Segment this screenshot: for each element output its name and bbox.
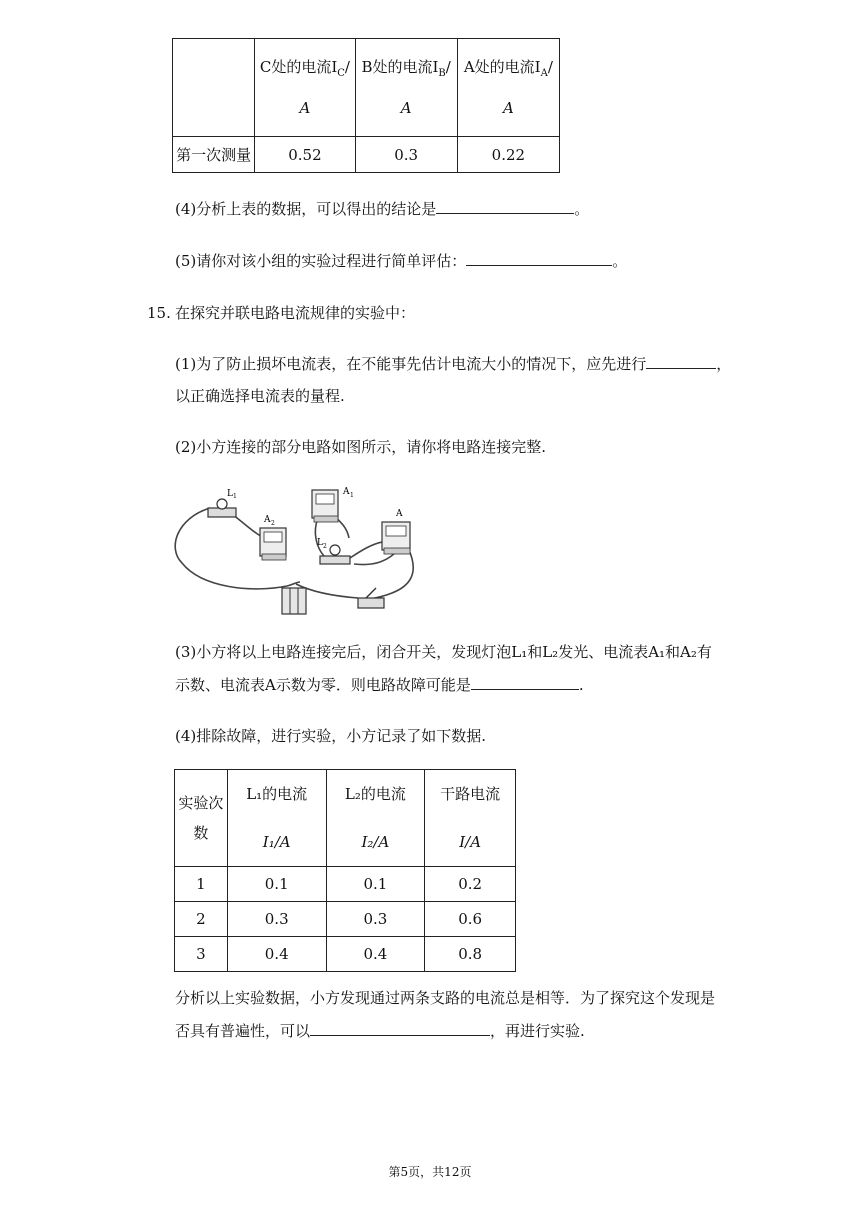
header-l1-bottom: I₁/A bbox=[262, 833, 291, 851]
q15-closing-line1: 分析以上实验数据，小方发现通过两条支路的电流总是相等．为了探究这个发现是 bbox=[175, 989, 716, 1007]
svg-text:2: 2 bbox=[323, 543, 327, 550]
circuit-diagram bbox=[172, 478, 440, 618]
table-header-cell bbox=[326, 770, 425, 867]
table-cell: 0.3 bbox=[227, 902, 326, 937]
table-cell: 0.4 bbox=[326, 937, 425, 972]
q15-title: 在探究并联电路电流规律的实验中： bbox=[175, 304, 416, 322]
table-cell: 1 bbox=[175, 867, 228, 902]
q15-part3-line1: (3)小方将以上电路连接完后，闭合开关，发现灯泡L₁和L₂发光、电流表A₁和A₂有 bbox=[175, 643, 712, 661]
q15-part3-line2 bbox=[175, 675, 584, 695]
header-l1-top: L₁的电流 bbox=[246, 785, 308, 803]
header-trial-line1: 实验次 bbox=[178, 794, 224, 812]
q14-part5 bbox=[175, 251, 627, 271]
q15-part2: (2)小方连接的部分电路如图所示，请你将电路连接完整. bbox=[175, 438, 547, 456]
q15-part1-text: (1)为了防止损坏电流表，在不能事先估计电流大小的情况下，应先进行 bbox=[175, 355, 647, 373]
header-c-unit: A bbox=[299, 99, 311, 117]
svg-text:1: 1 bbox=[233, 493, 237, 500]
header-b-text: B处的电流$I_B/$ bbox=[361, 58, 451, 79]
table-experiment-data bbox=[174, 769, 516, 972]
svg-text:A: A bbox=[343, 487, 350, 497]
q15-closing-text: 否具有普遍性，可以 bbox=[175, 1022, 311, 1040]
table-cell: 0.8 bbox=[425, 937, 516, 972]
q15-part3-end: . bbox=[578, 676, 584, 694]
table-cell: 0.6 bbox=[425, 902, 516, 937]
answer-blank[interactable] bbox=[466, 251, 612, 266]
svg-text:1: 1 bbox=[350, 492, 354, 499]
q14-part4 bbox=[175, 199, 589, 219]
answer-blank[interactable] bbox=[646, 354, 716, 369]
header-l2-bottom: I₂/A bbox=[361, 833, 390, 851]
svg-text:A: A bbox=[396, 509, 403, 519]
table-cell: 0.1 bbox=[326, 867, 425, 902]
answer-blank[interactable] bbox=[471, 675, 579, 690]
header-main-bottom: I/A bbox=[459, 833, 482, 851]
svg-text:L: L bbox=[317, 538, 323, 548]
header-l2-top: L₂的电流 bbox=[344, 785, 406, 803]
subscript: A bbox=[540, 68, 548, 79]
svg-text:A: A bbox=[264, 515, 271, 525]
header-b-unit: A bbox=[400, 99, 412, 117]
q14-part5-end: 。 bbox=[612, 252, 628, 270]
header-trial-line2: 数 bbox=[193, 824, 209, 842]
lamp-l1 bbox=[208, 489, 237, 517]
table-cell: 3 bbox=[175, 937, 228, 972]
table-cell: 0.2 bbox=[425, 867, 516, 902]
q14-part4-end: 。 bbox=[574, 200, 590, 218]
svg-text:2: 2 bbox=[271, 520, 275, 527]
subscript: B bbox=[438, 68, 446, 79]
table-cell: 2 bbox=[175, 902, 228, 937]
header-a-unit: A bbox=[502, 99, 514, 117]
table-cell: 0.3 bbox=[355, 137, 457, 173]
q15-number: 15. bbox=[147, 304, 171, 322]
answer-blank[interactable] bbox=[436, 199, 574, 214]
table-header-cell bbox=[175, 770, 228, 867]
table-row bbox=[175, 867, 516, 902]
table-row bbox=[175, 902, 516, 937]
q15-part1 bbox=[175, 354, 731, 374]
table-corner-cell bbox=[173, 39, 255, 137]
table-header-cell bbox=[457, 39, 559, 137]
table-cell: 0.3 bbox=[326, 902, 425, 937]
q15-part1-line2: 以正确选择电流表的量程. bbox=[175, 387, 345, 405]
svg-text:L: L bbox=[227, 489, 233, 499]
table-cell: 0.52 bbox=[255, 137, 355, 173]
table-row bbox=[175, 937, 516, 972]
q15-part1-end: ， bbox=[716, 355, 732, 373]
table-cell: 0.22 bbox=[457, 137, 559, 173]
table-current-measurement bbox=[172, 38, 560, 173]
q15-closing-line2 bbox=[175, 1021, 585, 1041]
header-main-top: 干路电流 bbox=[440, 785, 501, 803]
switch bbox=[358, 588, 384, 608]
lamp-l2 bbox=[317, 538, 350, 564]
q15-closing-end: ，再进行实验. bbox=[490, 1022, 585, 1040]
header-c-text: C处的电流$I_C/$ bbox=[259, 58, 350, 79]
ammeter-a1 bbox=[312, 487, 354, 522]
table-header-cell bbox=[227, 770, 326, 867]
q15-part4: (4)排除故障，进行实验，小方记录了如下数据. bbox=[175, 727, 487, 745]
header-a-text: A处的电流$I_A/$ bbox=[463, 58, 553, 79]
page-footer: 第5页，共12页 bbox=[388, 1165, 472, 1179]
ammeter-a bbox=[382, 509, 410, 554]
q15-part3-text: 示数、电流表A示数为零．则电路故障可能是 bbox=[175, 676, 471, 694]
answer-blank[interactable] bbox=[310, 1021, 490, 1036]
q14-part5-text: (5)请你对该小组的实验过程进行简单评估： bbox=[175, 252, 467, 270]
q14-part4-text: (4)分析上表的数据，可以得出的结论是 bbox=[175, 200, 437, 218]
table-cell: 0.4 bbox=[227, 937, 326, 972]
table-header-cell bbox=[355, 39, 457, 137]
row-label: 第一次测量 bbox=[173, 137, 255, 173]
table-header-cell bbox=[425, 770, 516, 867]
table-cell: 0.1 bbox=[227, 867, 326, 902]
battery-pack bbox=[282, 588, 306, 614]
ammeter-a2 bbox=[260, 515, 286, 560]
subscript: C bbox=[337, 68, 345, 79]
table-header-cell bbox=[255, 39, 355, 137]
